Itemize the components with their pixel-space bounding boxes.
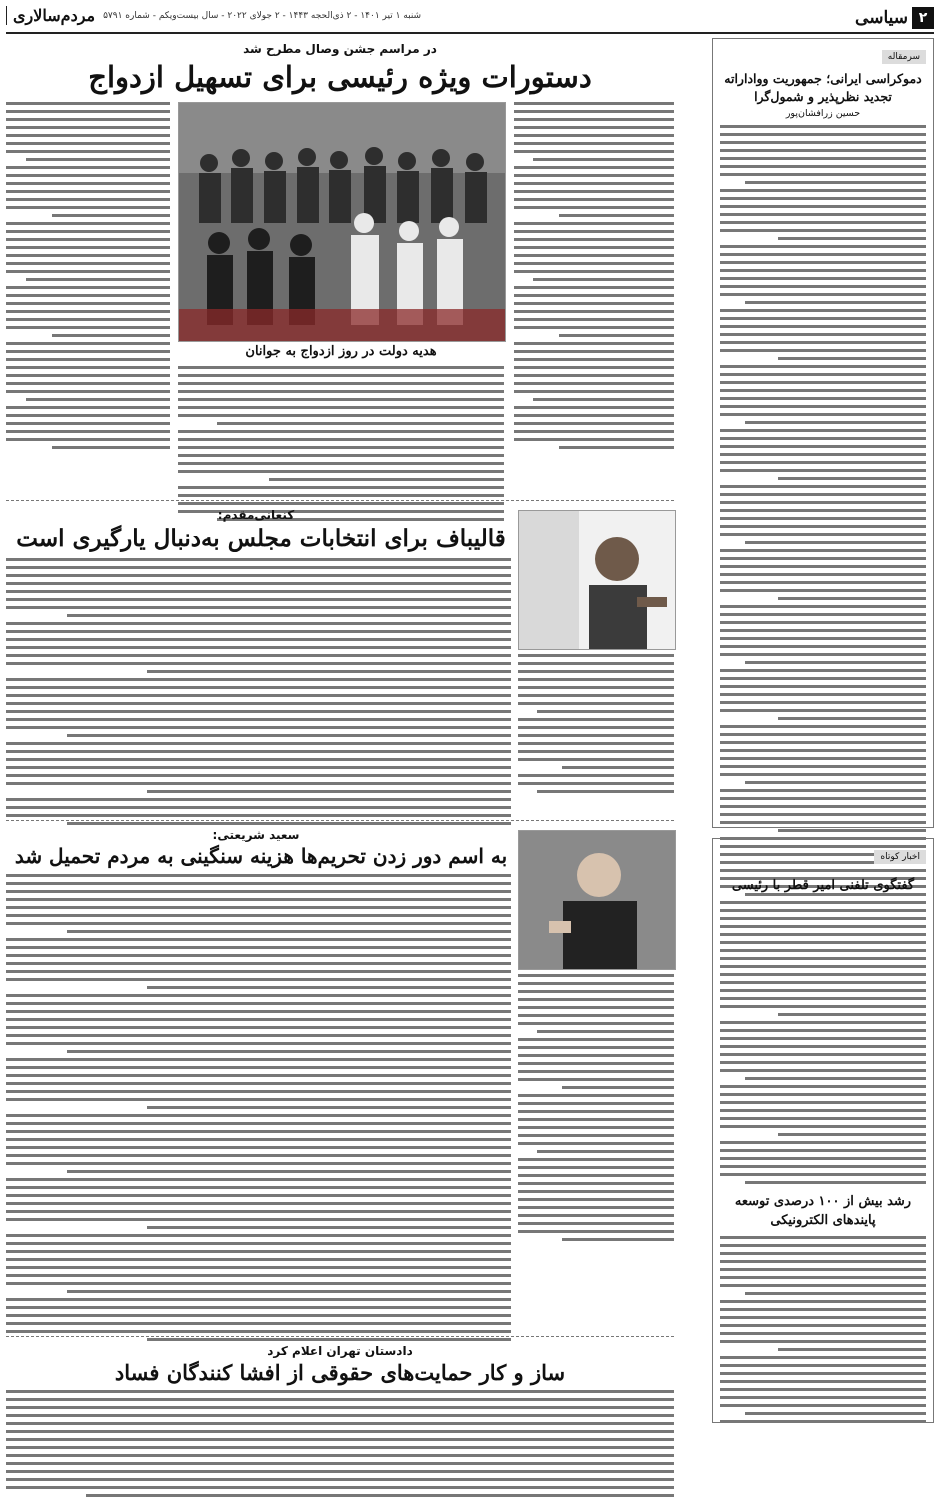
divider-3 (6, 1336, 674, 1337)
story2-body (6, 558, 511, 825)
issue-info: شنبه ۱ تیر ۱۴۰۱ - ۲ ذی‌الحجه ۱۴۴۳ - ۲ جولای ۲۰۲۲ - سال بیست‌ویکم - شماره ۵۷۹۱ (103, 10, 422, 21)
editorial-author: حسین زرافشان‌پور (785, 108, 861, 119)
speaker-portrait-image (519, 831, 675, 969)
story4-headline: ساز و کار حمایت‌های حقوقی از افشا کنندگان فساد (114, 1360, 566, 1385)
news-box (712, 838, 934, 1423)
news-item-2-body (720, 1236, 926, 1423)
news-item-1-title: گفتگوی تلفنی امیر قطر با رئیسی (731, 878, 915, 893)
story2-headline: قالیباف برای انتخابات مجلس به‌دنبال یارگیری است (16, 525, 506, 552)
story3-headline: به اسم دور زدن تحریم‌ها هزینه سنگینی به مردم تحمیل شد (14, 844, 508, 868)
page-number: ۲ (912, 7, 934, 29)
section-name: سیاسی (855, 8, 908, 28)
lead-under-photo (178, 366, 504, 521)
lead-photo-caption: هدیه دولت در روز ازدواج به جوانان (245, 344, 437, 359)
news-item-1-body (720, 901, 926, 1184)
lead-story (6, 100, 674, 530)
sidebar (712, 38, 934, 1473)
news-tag: اخبار کوتاه (874, 850, 926, 864)
masthead (6, 6, 934, 34)
divider-1 (6, 500, 674, 501)
divider-2 (6, 820, 674, 821)
lead-headline: دستورات ویژه رئیسی برای تسهیل ازدواج (88, 60, 592, 94)
section-label (855, 7, 934, 29)
editorial-title: دموکراسی ایرانی؛ جمهوریت وواداراته تجدید نظرپذیر و شمول‌گرا (724, 71, 922, 104)
main-area (6, 38, 674, 1473)
story2-kicker: کنعانی‌مقدم: (217, 508, 295, 522)
lead-kicker: در مراسم جشن وصال مطرح شد (243, 42, 437, 56)
lead-photo (178, 102, 506, 342)
interviewee-portrait-image (519, 511, 675, 649)
story3-kicker: سعید شریعتی: (212, 828, 300, 842)
story3-side-col (518, 974, 674, 1241)
story2-side-col (518, 654, 674, 793)
paper-name: مردم‌سالاری (6, 6, 95, 25)
story3-photo (518, 830, 676, 970)
editorial-tag: سرمقاله (882, 50, 926, 64)
editorial-box (712, 38, 934, 828)
lead-col-left (6, 102, 170, 449)
story2-photo (518, 510, 676, 650)
lead-col-right (514, 102, 674, 449)
wedding-ceremony-image (179, 103, 505, 341)
paper-brand (6, 6, 421, 25)
story3-body (6, 874, 511, 1341)
story4-kicker: دادستان تهران اعلام کرد (267, 1344, 413, 1358)
news-item-2-title: رشد بیش از ۱۰۰ درصدی توسعه پایندهای الکترونیکی (734, 1194, 912, 1228)
